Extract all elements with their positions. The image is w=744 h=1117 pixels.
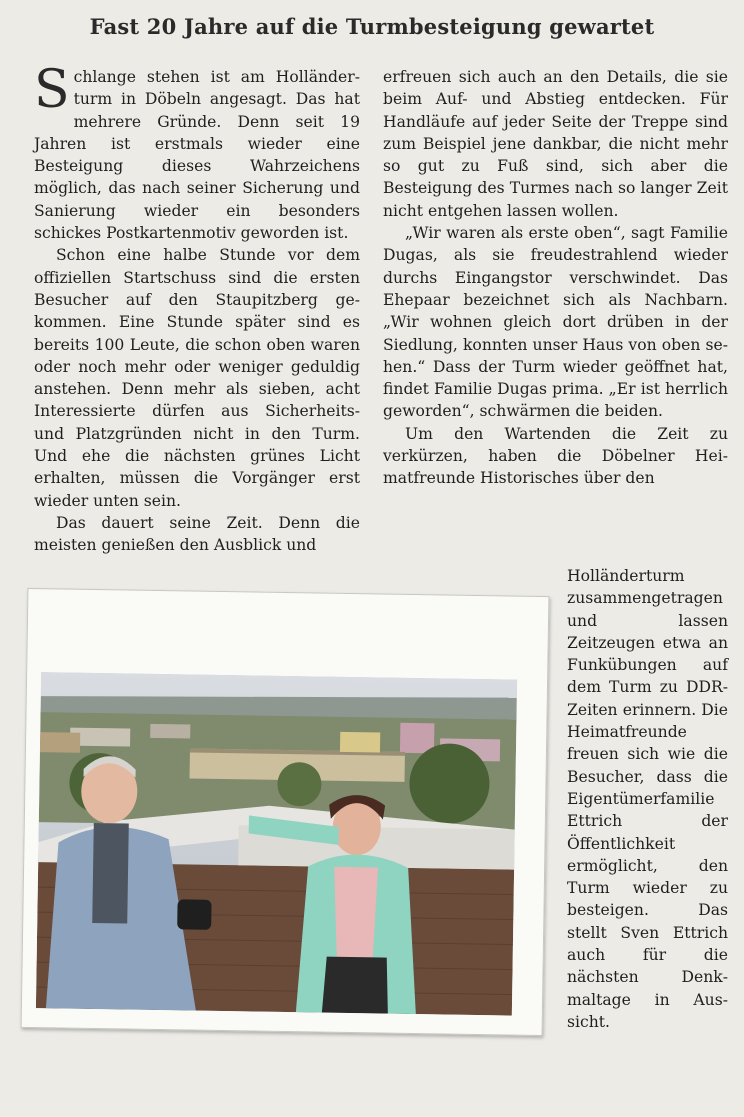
paragraph: erfreuen sich auch an den Details, die sie beim Auf- und Abstieg entdecken. Für Handläufe auf jeder Seite der Treppe sind zum Beispiel jene dankbar, die nicht mehr so gut zu Fuß sind, sich aber die Besteigung des Turmes nach so langer Zeit nicht entgehen lassen wollen.	[383, 68, 728, 220]
photo-frame	[21, 588, 550, 1036]
paragraph: Das dauert seine Zeit. Denn die meisten genießen den Ausblick und	[34, 513, 360, 555]
paragraph: Schon eine halbe Stunde vor dem offiziellen Startschuss sind die ersten Besucher auf den Staupitzberg gekommen. Eine Stunde später sind es bereits 100 Leute, die schon oben waren oder noch mehr oder weniger geduldig anstehen. Denn mehr als sieben, acht Interessierte dürfen aus Sicherheits- und Platzgründen nicht in den Turm. Und ehe die nächsten grünes Licht erhalten, müssen die Vorgänger erst wieder unten sein.	[34, 246, 360, 510]
paragraph	[34, 60, 360, 244]
paragraph: „Wir waren als erste oben“, sagt Familie Dugas, als sie freudestrahlend wieder durchs Eingangstor verschwindet. Das Ehepaar bezeichnet sich als Nachbarn. „Wir wohnen gleich dort drüben in der Siedlung, konnten unser Haus von oben sehen.“ Dass der Turm wieder geöffnet hat, findet Familie Dugas prima. „Er ist herrlich geworden“, schwärmen die beiden.	[383, 224, 728, 421]
paragraph-text: chlange stehen ist am Holländerturm in Döbeln angesagt. Das hat mehrere Gründe. Denn seit 19 Jahren ist erstmals wieder eine Besteigung dieses Wahrzeichens möglich, das nach seiner Sicherung und Sanierung wieder ein besonders schickes Postkartenmotiv geworden ist.	[34, 68, 360, 243]
drop-cap: S	[34, 60, 70, 120]
photo-illustration	[36, 672, 517, 1015]
article-column-1	[34, 60, 360, 557]
paragraph: Holländerturm zusammengetragen und lassen Zeitzeugen etwa an Funkübungen auf dem Turm zu DDR-Zeiten erinnern. Die Heimatfreunde freuen sich wie die Besucher, dass die Eigentümerfamilie Ettrich der Öffentlichkeit ermöglicht, den Turm wieder zu besteigen. Das stellt Sven Ettrich auch für die nächsten Denkmaltage in Aussicht.	[567, 567, 728, 1031]
article-column-2	[383, 66, 728, 490]
article-column-3	[567, 565, 728, 1033]
paragraph: Um den Wartenden die Zeit zu verkürzen, haben die Döbelner Heimatfreunde Historisches über den	[383, 424, 728, 488]
headline: Fast 20 Jahre auf die Turmbesteigung gewartet	[89, 14, 655, 39]
photo-couple-on-tower	[36, 672, 517, 1015]
